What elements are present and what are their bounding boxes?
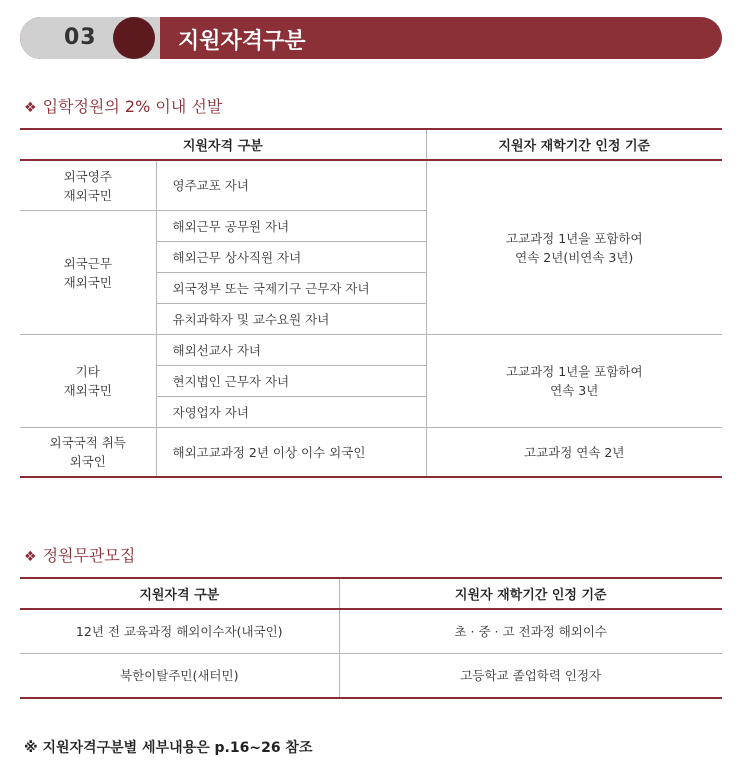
category-cell: 기타 재외국민 bbox=[20, 335, 156, 428]
column-header-qualification: 지원자격 구분 bbox=[20, 129, 426, 160]
qualification-cell: 현지법인 근무자 자녀 bbox=[156, 366, 426, 397]
table-row bbox=[20, 654, 722, 699]
section-title: 지원자격구분 bbox=[178, 29, 306, 54]
category-cell: 외국국적 취득 외국인 bbox=[20, 428, 156, 478]
criterion-cell: 초 · 중 · 고 전과정 해외이수 bbox=[339, 609, 722, 654]
table-row bbox=[20, 160, 722, 211]
diamond-bullet-icon: ❖ bbox=[24, 100, 37, 116]
table-header-row bbox=[20, 129, 722, 160]
subsection-title-text: 정원무관모집 bbox=[42, 546, 136, 565]
diamond-bullet-icon: ❖ bbox=[24, 549, 37, 565]
table-row bbox=[20, 428, 722, 478]
subsection-title-text: 입학정원의 2% 이내 선발 bbox=[42, 97, 223, 116]
qualification-cell: 해외선교사 자녀 bbox=[156, 335, 426, 366]
qualification-cell: 12년 전 교육과정 해외이수자(내국인) bbox=[20, 609, 339, 654]
column-header-qualification: 지원자격 구분 bbox=[20, 578, 339, 609]
qualification-cell: 자영업자 자녀 bbox=[156, 397, 426, 428]
category-cell: 외국영주 재외국민 bbox=[20, 160, 156, 211]
table-header-row bbox=[20, 578, 722, 609]
qualification-cell: 외국정부 또는 국제기구 근무자 자녀 bbox=[156, 273, 426, 304]
qualification-cell: 해외고교과정 2년 이상 이수 외국인 bbox=[156, 428, 426, 478]
qualification-cell: 영주교포 자녀 bbox=[156, 160, 426, 211]
column-header-criterion: 지원자 재학기간 인정 기준 bbox=[339, 578, 722, 609]
section-number: 03 bbox=[64, 25, 97, 50]
qualification-cell: 유치과학자 및 교수요원 자녀 bbox=[156, 304, 426, 335]
qualification-cell: 해외근무 상사직원 자녀 bbox=[156, 242, 426, 273]
table-row bbox=[20, 335, 722, 366]
qualification-cell: 북한이탈주민(새터민) bbox=[20, 654, 339, 699]
section-header-bar bbox=[20, 17, 722, 59]
qualification-cell: 해외근무 공무원 자녀 bbox=[156, 211, 426, 242]
unlimited-qualification-table bbox=[20, 577, 722, 699]
criterion-cell: 고등학교 졸업학력 인정자 bbox=[339, 654, 722, 699]
table-row bbox=[20, 609, 722, 654]
quota-qualification-table bbox=[20, 128, 722, 478]
header-circle-decoration bbox=[113, 17, 155, 59]
criterion-cell: 고교과정 1년을 포함하여 연속 2년(비연속 3년) bbox=[426, 160, 722, 335]
reference-note: ※ 지원자격구분별 세부내용은 p.16~26 참조 bbox=[24, 740, 313, 756]
subsection-title-unlimited bbox=[24, 543, 135, 566]
category-cell: 외국근무 재외국민 bbox=[20, 211, 156, 335]
criterion-cell: 고교과정 1년을 포함하여 연속 3년 bbox=[426, 335, 722, 428]
column-header-criterion: 지원자 재학기간 인정 기준 bbox=[426, 129, 722, 160]
criterion-cell: 고교과정 연속 2년 bbox=[426, 428, 722, 478]
subsection-title-quota bbox=[24, 94, 222, 117]
